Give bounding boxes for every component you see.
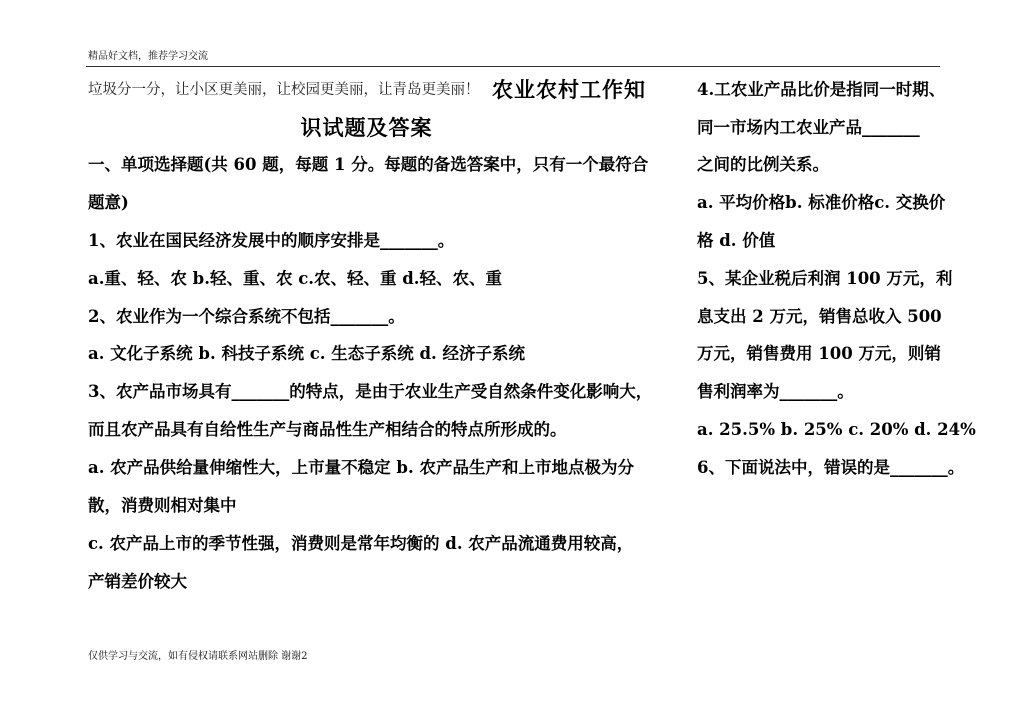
question-4-options: a. 平均价格b. 标准价格c. 交换价 bbox=[697, 193, 946, 212]
question-2-options: a. 文化子系统 b. 科技子系统 c. 生态子系统 d. 经济子系统 bbox=[88, 344, 526, 363]
question-3-options: 产销差价较大 bbox=[88, 572, 187, 591]
question-4-text: 之间的比例关系。 bbox=[697, 155, 829, 174]
slogan-text: 垃圾分一分，让小区更美丽，让校园更美丽，让青岛更美丽！ bbox=[88, 82, 480, 98]
question-5-text: 售利润率为_______。 bbox=[697, 382, 854, 401]
question-6-text: 6、下面说法中，错误的是_______。 bbox=[697, 458, 965, 477]
section-heading-line: 一、单项选择题(共 60 题，每题 1 分。每题的备选答案中，只有一个最符合 bbox=[88, 155, 649, 174]
question-4-text: 4.工农业产品比价是指同一时期、 bbox=[697, 80, 946, 99]
question-5-options: a. 25.5% b. 25% c. 20% d. 24% bbox=[697, 420, 976, 439]
question-5-text: 息支出 2 万元，销售总收入 500 bbox=[697, 307, 942, 326]
question-4-options: 格 d. 价值 bbox=[697, 231, 776, 250]
document-title-line-2: 识试题及答案 bbox=[300, 115, 433, 140]
question-4-text: 同一市场内工农业产品_______ bbox=[697, 118, 920, 137]
question-3-options: 散，消费则相对集中 bbox=[88, 496, 237, 515]
question-5-text: 万元，销售费用 100 万元，则销 bbox=[697, 344, 941, 363]
question-3-options: c. 农产品上市的季节性强，消费则是常年均衡的 d. 农产品流通费用较高， bbox=[88, 534, 634, 553]
section-heading-line: 题意) bbox=[88, 193, 129, 212]
question-2-text: 2、农业作为一个综合系统不包括_______。 bbox=[88, 307, 405, 326]
page-footer: 仅供学习与交流，如有侵权请联系网站删除 谢谢2 bbox=[88, 651, 308, 662]
question-5-text: 5、某企业税后利润 100 万元，利 bbox=[697, 269, 953, 288]
question-3-options: a. 农产品供给量伸缩性大，上市量不稳定 b. 农产品生产和上市地点极为分 bbox=[88, 458, 634, 477]
question-3-text: 而且农产品具有自给性生产与商品性生产相结合的特点所形成的。 bbox=[88, 420, 567, 439]
question-1-text: 1、农业在国民经济发展中的顺序安排是_______。 bbox=[88, 231, 455, 250]
page-header: 精品好文档，推荐学习交流 bbox=[88, 51, 208, 62]
document-title-line-1: 农业农村工作知 bbox=[492, 77, 646, 102]
header-divider bbox=[86, 66, 940, 67]
question-3-text: 3、农产品市场具有_______的特点，是由于农业生产受自然条件变化影响大， bbox=[88, 382, 653, 401]
question-1-options: a.重、轻、农 b.轻、重、农 c.农、轻、重 d.轻、农、重 bbox=[88, 269, 503, 288]
